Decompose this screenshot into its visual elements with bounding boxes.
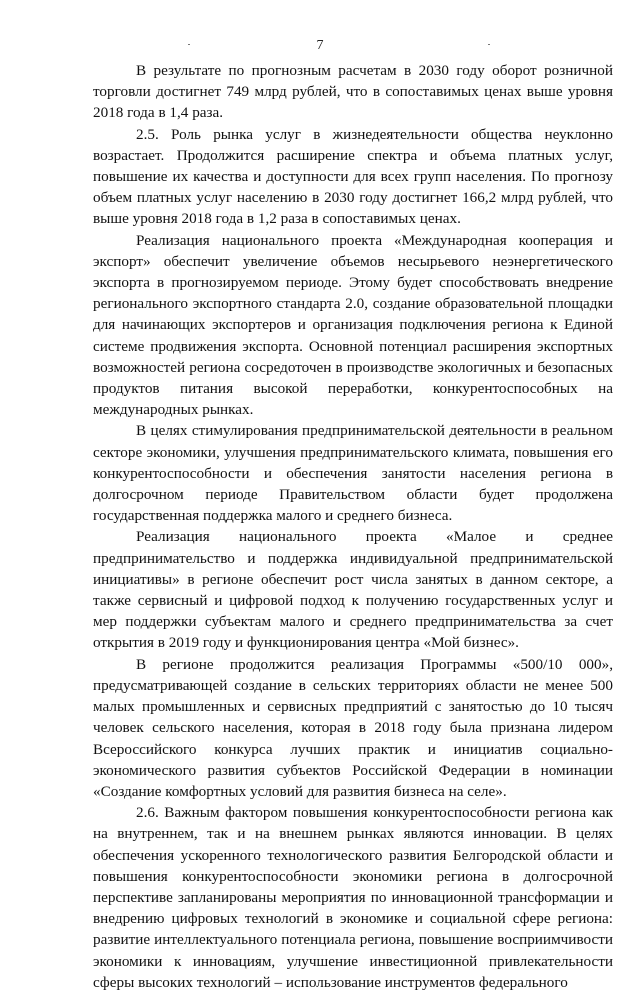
page-number: 7	[316, 38, 324, 53]
paragraph-services-market: 2.5. Роль рынка услуг в жизнедеятельности общества неуклонно возрастает. Продолжится расширение спектра и объема платных услуг, повышение их качества и доступности для всех групп населения. По прогнозу объем платных услуг населению в 2030 году достигнет 166,2 млрд рублей, что выше уровня 2018 года в 1,2 раза в сопоставимых ценах.	[93, 125, 613, 228]
document-body	[93, 60, 613, 993]
paragraph-export-project: Реализация национального проекта «Международная кооперация и экспорт» обеспечит увеличение объемов несырьевого неэнергетического экспорта в прогнозируемом периоде. Этому будет способствовать внедрение регионального экспортного стандарта 2.0, создание образовательной площадки для начинающих экспортеров и организация подключения региона к Единой системе продвижения экспорта. Основной потенциал расширения экспортных возможностей региона сосредоточен в производстве экологичных и безопасных продуктов питания высокой переработки, конкурентоспособных на международных рынках.	[93, 231, 613, 419]
paragraph-small-business-project: Реализация национального проекта «Малое и среднее предпринимательство и поддержка индивидуальной предпринимательской инициативы» в регионе обеспечит рост числа занятых в данном секторе, а также сервисный и цифровой подход к получению государственных услуг и мер поддержки субъектам малого и среднего предпринимательства за счет открытия в 2019 году и функционирования центра «Мой бизнес».	[93, 528, 613, 652]
paragraph-retail-forecast: В результате по прогнозным расчетам в 2030 году оборот розничной торговли достигнет 749 млрд рублей, что в сопоставимых ценах выше уровня 2018 года в 1,4 раза.	[93, 62, 613, 122]
paragraph-program-500-10000: В регионе продолжится реализация Программы «500/10 000», предусматривающей создание в сельских территориях области не менее 500 малых промышленных и сервисных предприятий с занятостью до 10 тысяч человек сельского населения, которая в 2018 году была признана лидером Всероссийского конкурса лучших практик и инициатив социально-экономического развития субъектов Российской Федерации в номинации «Создание комфортных условий для развития бизнеса на селе».	[93, 655, 613, 800]
paragraph-innovations: 2.6. Важным фактором повышения конкурентоспособности региона как на внутреннем, так и на внешнем рынках являются инновации. В целях обеспечения ускоренного технологического развития Белгородской области и повышения конкурентоспособности экономики региона в долгосрочной перспективе запланированы мероприятия по инновационной трансформации и внедрению цифровых технологий в экономике и социальной сфере региона: развитие интеллектуального потенциала региона, повышение восприимчивости экономики к инновациям, улучшение инвестиционной привлекательности сферы высоких технологий – использование инструментов федерального	[93, 804, 613, 991]
paragraph-business-support: В целях стимулирования предпринимательской деятельности в реальном секторе экономики, улучшения предпринимательского климата, повышения его конкурентоспособности и обеспечения занятости населения региона в долгосрочном периоде Правительством области будет продолжена государственная поддержка малого и среднего бизнеса.	[93, 422, 613, 525]
